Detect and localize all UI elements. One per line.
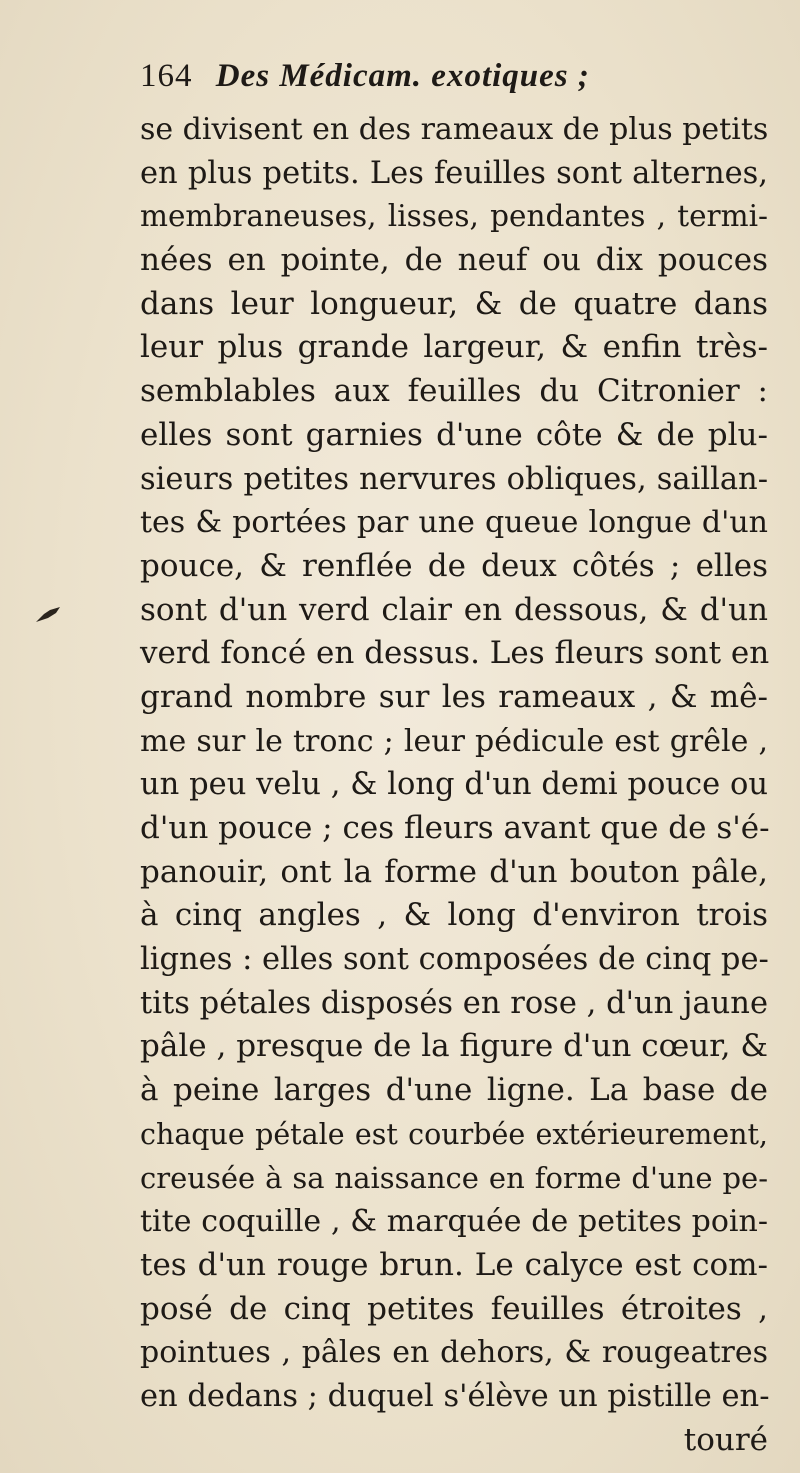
text-line: tits pétales disposés en rose , d'un jaune	[140, 985, 768, 1021]
text-line: panouir, ont la forme d'un bouton pâle,	[140, 853, 768, 890]
text-line: d'un pouce ; ces fleurs avant que de s'é-	[140, 810, 770, 846]
text-line: posé de cinq petites feuilles étroites ,	[140, 1290, 768, 1327]
text-line: à cinq angles , & long d'environ trois	[140, 897, 768, 934]
text-line: leur plus grande largeur, & enfin très-	[140, 329, 768, 366]
text-line: pouce, & renflée de deux côtés ; elles	[140, 547, 768, 584]
text-line: sont d'un verd clair en dessous, & d'un	[140, 591, 768, 628]
running-title: Des Médicam. exotiques ;	[215, 58, 590, 94]
text-line: nées en pointe, de neuf ou dix pouces	[140, 242, 768, 279]
text-line: semblables aux feuilles du Citronier :	[140, 373, 768, 410]
text-line: grand nombre sur les rameaux , & mê-	[140, 678, 768, 715]
text-line: à peine larges d'une ligne. La base de	[140, 1072, 768, 1109]
text-line: en dedans ; duquel s'élève un pistille en-	[140, 1378, 770, 1414]
text-line: sieurs petites nervures obliques, saillan-	[140, 461, 768, 497]
text-line: dans leur longueur, & de quatre dans	[140, 285, 768, 322]
text-line: lignes : elles sont composées de cinq pe-	[140, 942, 769, 978]
body-text	[140, 108, 768, 1462]
text-line: pointues , pâles en dehors, & rougeatres	[140, 1335, 768, 1371]
text-line: membraneuses, lisses, pendantes , termi-	[140, 199, 768, 234]
text-line: me sur le tronc ; leur pédicule est grêle ,	[140, 723, 768, 759]
text-line: tite coquille , & marquée de petites poin-	[140, 1204, 768, 1240]
text-line: elles sont garnies d'une côte & de plu-	[140, 416, 768, 453]
text-line: touré	[683, 1421, 768, 1458]
running-head	[140, 58, 780, 108]
text-line: tes & portées par une queue longue d'un	[140, 505, 768, 541]
text-line: verd foncé en dessus. Les fleurs sont en	[140, 635, 770, 672]
text-line: se divisent en des rameaux de plus petits	[140, 112, 769, 147]
text-line: en plus petits. Les feuilles sont alternes,	[140, 155, 768, 191]
text-line: tes d'un rouge brun. Le calyce est com-	[140, 1246, 768, 1283]
text-line: pâle , presque de la figure d'un cœur, &	[140, 1028, 768, 1065]
ink-blot-icon	[34, 604, 62, 626]
text-line: chaque pétale est courbée extérieurement,	[140, 1117, 768, 1151]
text-line: creusée à sa naissance en forme d'une pe-	[140, 1160, 768, 1195]
page-number: 164	[140, 58, 193, 94]
text-line: un peu velu , & long d'un demi pouce ou	[140, 767, 768, 803]
